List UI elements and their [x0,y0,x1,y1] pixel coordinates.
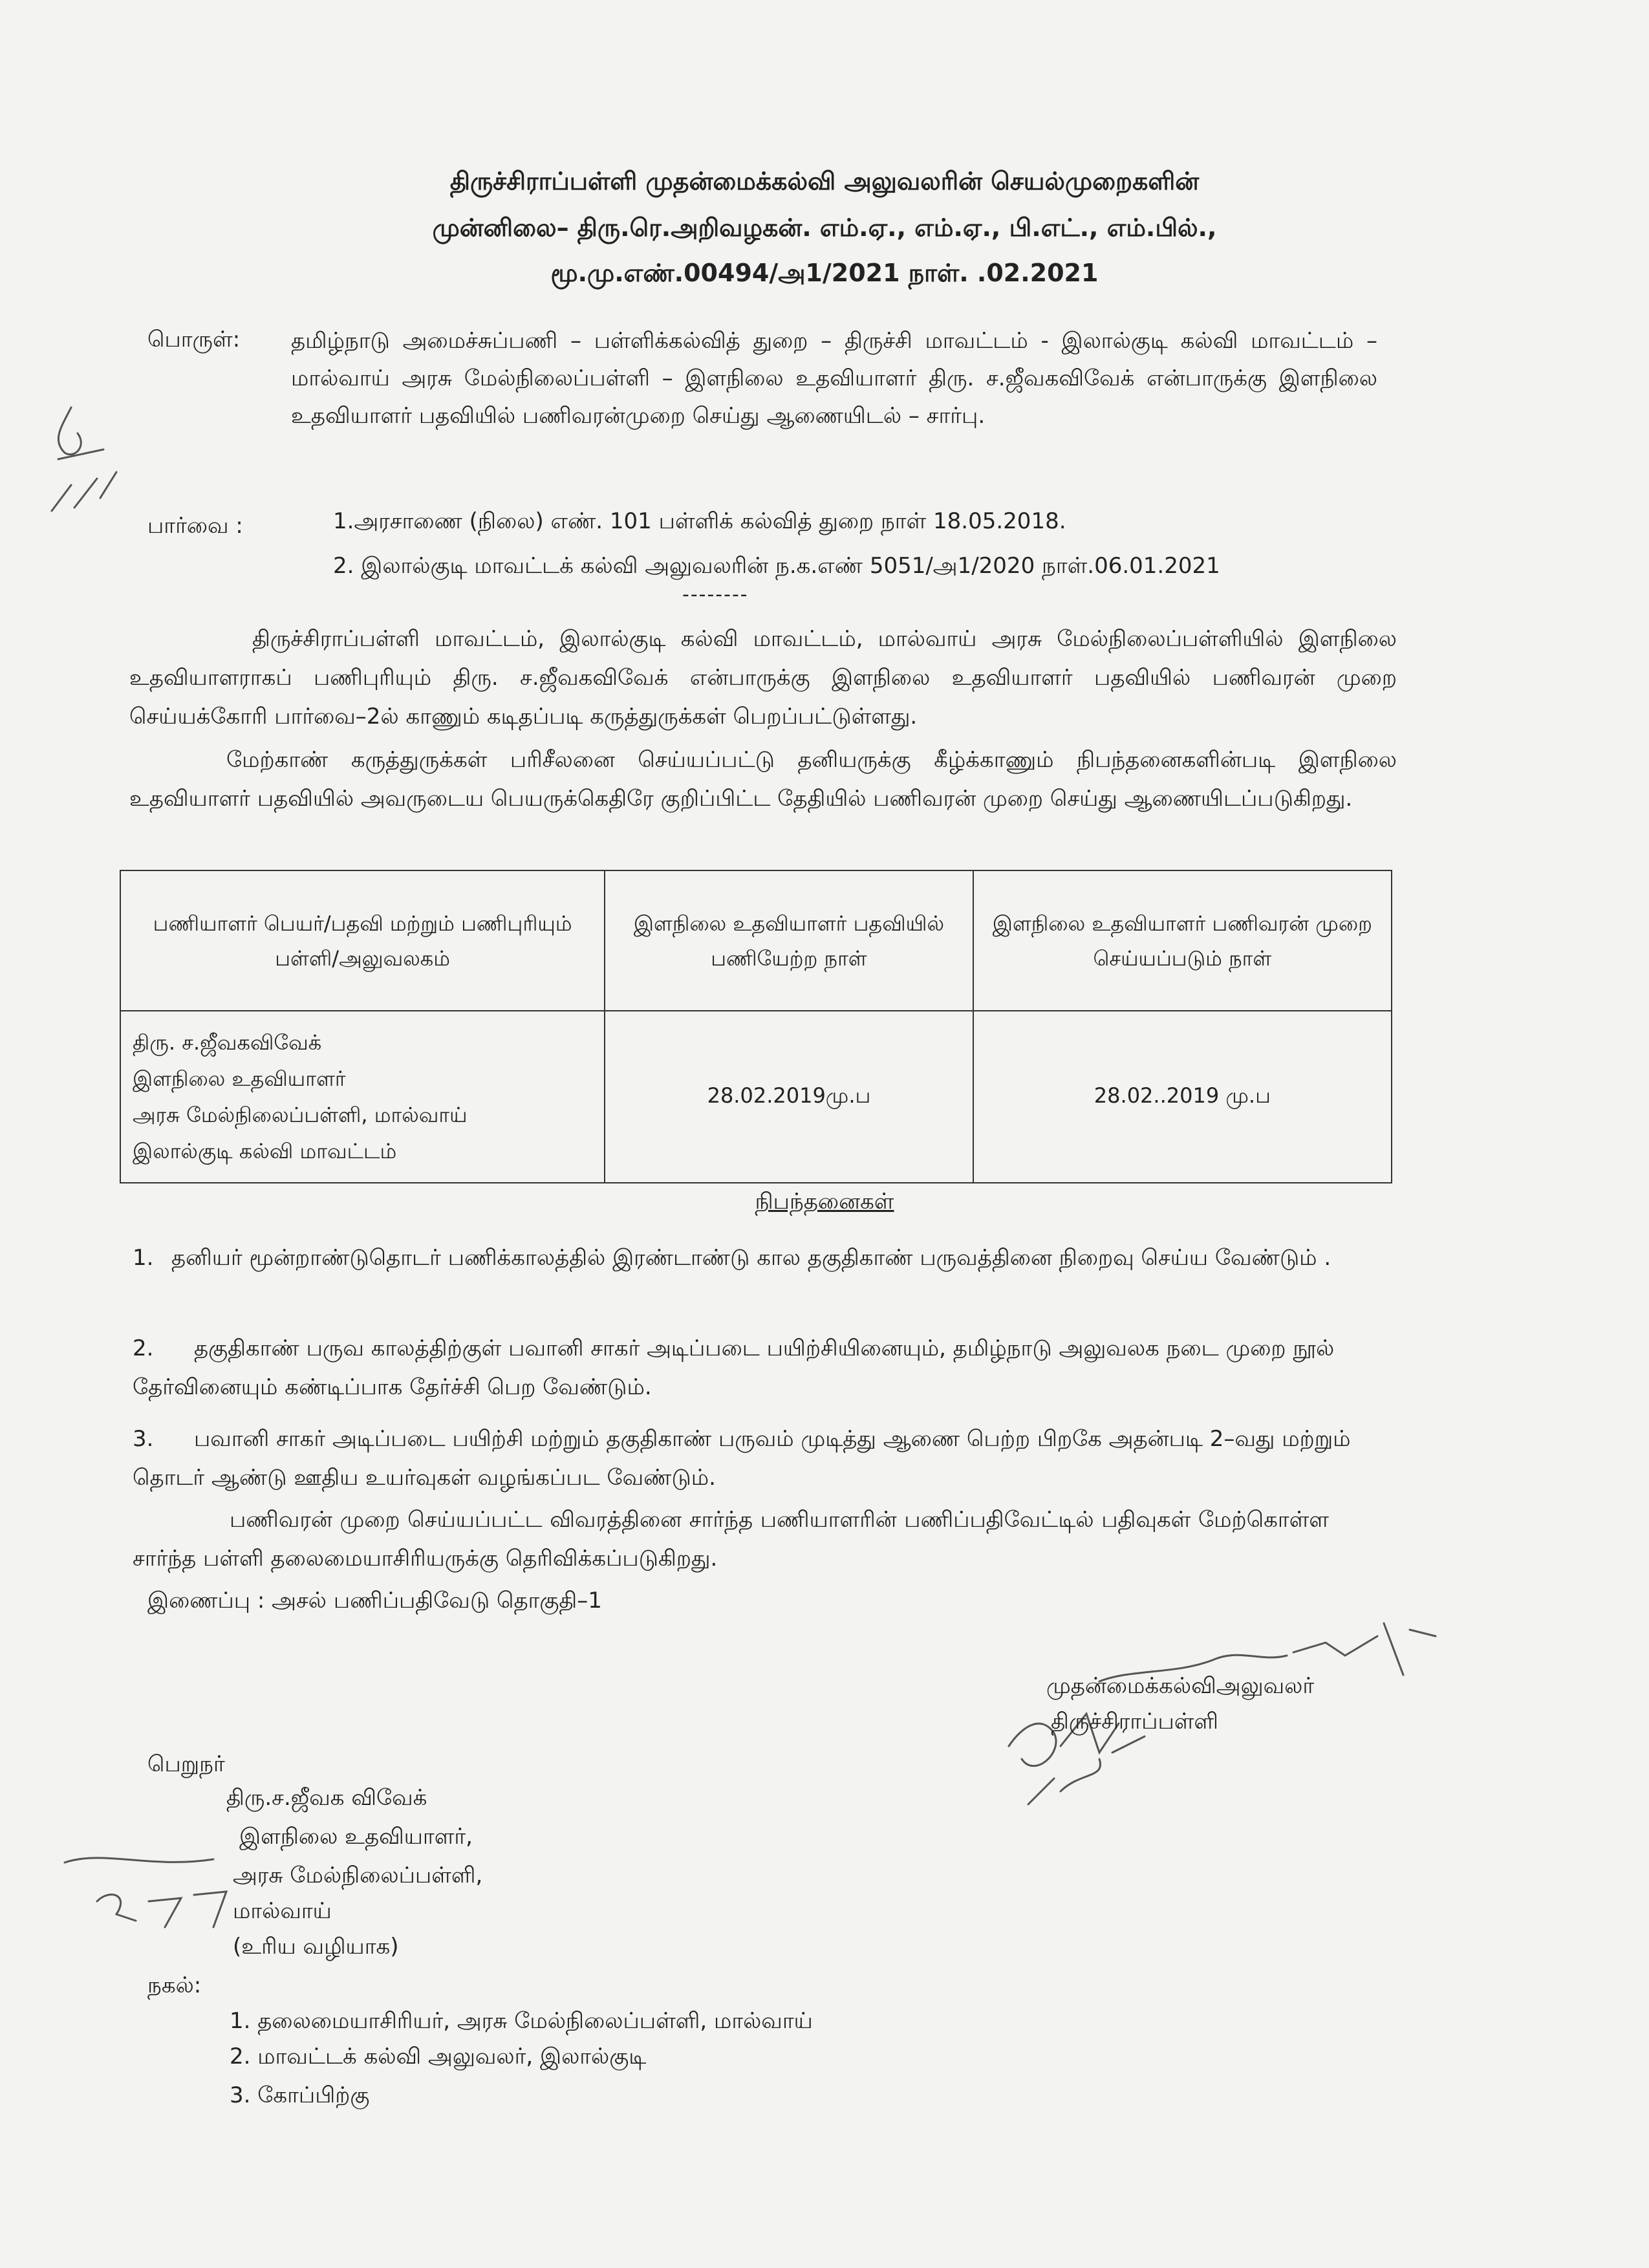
table-header-employee: பணியாளர் பெயர்/பதவி மற்றும் பணிபுரியும் பள்ளி/அலுவலகம் [120,870,605,1011]
reference-separator: -------- [682,583,749,606]
copy-label: நகல்: [147,1972,202,1998]
employee-district: இலால்குடி கல்வி மாவட்டம் [133,1139,397,1163]
recipient-line-1: திரு.ச.ஜீவக விவேக் [226,1785,427,1811]
recipient-label: பெறுநர் [147,1751,225,1777]
employee-name: திரு. ச.ஜீவகவிவேக் [133,1030,322,1055]
condition-item-2 [133,1329,1361,1407]
subject-text: தமிழ்நாடு அமைச்சுப்பணி – பள்ளிக்கல்வித் துறை – திருச்சி மாவட்டம் - இலால்குடி கல்வி மாவட்டம் – மால்வாய் அரசு மேல்நிலைப்பள்ளி – இளநிலை உதவியாளர் திரு. ச.ஜீவகவிவேக் என்பாருக்கு இளநிலை உதவியாளர் பதவியில் பணிவரன்முறை செய்து ஆணையிடல் – சார்பு. [291,328,1377,429]
reference-label: பார்வை : [147,513,243,539]
body-paragraph-2: மேற்காண் கருத்துருக்கள் பரிசீலனை செய்யப்பட்டு தனியருக்கு கீழ்க்காணும் நிபந்தனைகளின்படி இளநிலை உதவியாளர் பதவியில் அவருடைய பெயருக்கெதிரே குறிப்பிட்ட தேதியில் பணிவரன் முறை செய்து ஆணையிடப்படுகிறது. [129,747,1397,812]
copy-item-1: 1. தலைமையாசிரியர், அரசு மேல்நிலைப்பள்ளி, மால்வாய் [230,2008,813,2034]
header-line-1: திருச்சிராப்பள்ளி முதன்மைக்கல்வி அலுவலரின் செயல்முறைகளின் [449,167,1200,195]
condition-text: தனியர் மூன்றாண்டுதொடர் பணிக்காலத்தில் இரண்டாண்டு கால தகுதிகாண் பருவத்தினை நிறைவு செய்ய வேண்டும் . [171,1245,1331,1271]
reference-item-1: 1.அரசாணை (நிலை) எண். 101 பள்ளிக் கல்வித் துறை நாள் 18.05.2018. [333,508,1066,534]
enclosure-text: இணைப்பு : அசல் பணிப்பதிவேடு தொகுதி–1 [147,1588,602,1614]
signatory-place: திருச்சிராப்பள்ளி [1051,1709,1219,1734]
recipient-line-2: இளநிலை உதவியாளர், [239,1824,473,1850]
table-row [120,1011,1392,1183]
table-cell-employee [120,1011,605,1183]
condition-text: பவானி சாகர் அடிப்படை பயிற்சி மற்றும் தகுதிகாண் பருவம் முடித்து ஆணை பெற்ற பிறகே அதன்படி 2–வது மற்றும் தொடர் ஆண்டு ஊதிய உயர்வுகள் வழங்கப்பட வேண்டும். [133,1426,1351,1491]
condition-number: 3. [133,1426,154,1452]
condition-item-3 [133,1420,1361,1497]
table-header-regularisation-date: இளநிலை உதவியாளர் பணிவரன் முறை செய்யப்படும் நாள் [973,870,1392,1011]
employee-school: அரசு மேல்நிலைப்பள்ளி, மால்வாய் [133,1103,468,1127]
table-cell-joining-date: 28.02.2019மு.ப [605,1011,973,1183]
recipient-line-5: (உரிய வழியாக) [233,1934,399,1960]
header-line-2: முன்னிலை– திரு.ரெ.அறிவழகன். எம்.ஏ., எம்.ஏ., பி.எட்., எம்.பில்., [432,213,1217,242]
regularisation-table [120,870,1392,1183]
condition-item-1 [133,1238,1361,1277]
conditions-title: நிபந்தனைகள் [755,1189,894,1215]
closing-paragraph: பணிவரன் முறை செய்யப்பட்ட விவரத்தினை சார்ந்த பணியாளரின் பணிப்பதிவேட்டில் பதிவுகள் மேற்கொள்ள சார்ந்த பள்ளி தலைமையாசிரியருக்கு தெரிவிக்கப்படுகிறது. [133,1507,1329,1571]
employee-designation: இளநிலை உதவியாளர் [133,1066,346,1091]
recipient-line-3: அரசு மேல்நிலைப்பள்ளி, [233,1863,483,1888]
table-cell-regularisation-date: 28.02..2019 மு.ப [973,1011,1392,1183]
copy-item-3: 3. கோப்பிற்கு [230,2082,370,2108]
reference-item-2: 2. இலால்குடி மாவட்டக் கல்வி அலுவலரின் ந.க.எண் 5051/அ1/2020 நாள்.06.01.2021 [333,553,1220,579]
body-paragraph-1: திருச்சிராப்பள்ளி மாவட்டம், இலால்குடி கல்வி மாவட்டம், மால்வாய் அரசு மேல்நிலைப்பள்ளியில் இளநிலை உதவியாளராகப் பணிபுரியும் திரு. ச.ஜீவகவிவேக் என்பாருக்கு இளநிலை உதவியாளர் பதவியில் பணிவரன் முறை செய்யக்கோரி பார்வை–2ல் காணும் கடிதப்படி கருத்துருக்கள் பெறப்பட்டுள்ளது. [129,626,1397,729]
recipient-acknowledgement-scribble [52,1824,285,1953]
condition-text: தகுதிகாண் பருவ காலத்திற்குள் பவானி சாகர் அடிப்படை பயிற்சியினையும், தமிழ்நாடு அலுவலக நடை முறை நூல் தேர்வினையும் கண்டிப்பாக தேர்ச்சி பெற வேண்டும். [133,1335,1335,1400]
margin-initials-scribble [26,388,142,543]
condition-number: 2. [133,1335,154,1361]
table-header-joining-date: இளநிலை உதவியாளர் பதவியில் பணியேற்ற நாள் [605,870,973,1011]
copy-item-2: 2. மாவட்டக் கல்வி அலுவலர், இலால்குடி [230,2044,647,2069]
subject-label: பொருள்: [147,327,241,352]
header-line-3: மூ.மு.எண்.00494/அ1/2021 நாள். .02.2021 [550,259,1099,287]
condition-number: 1. [133,1245,154,1271]
signatory-title: முதன்மைக்கல்விஅலுவலர் [1046,1673,1315,1699]
recipient-line-4: மால்வாய் [233,1898,332,1924]
table-header-row [120,870,1392,1011]
